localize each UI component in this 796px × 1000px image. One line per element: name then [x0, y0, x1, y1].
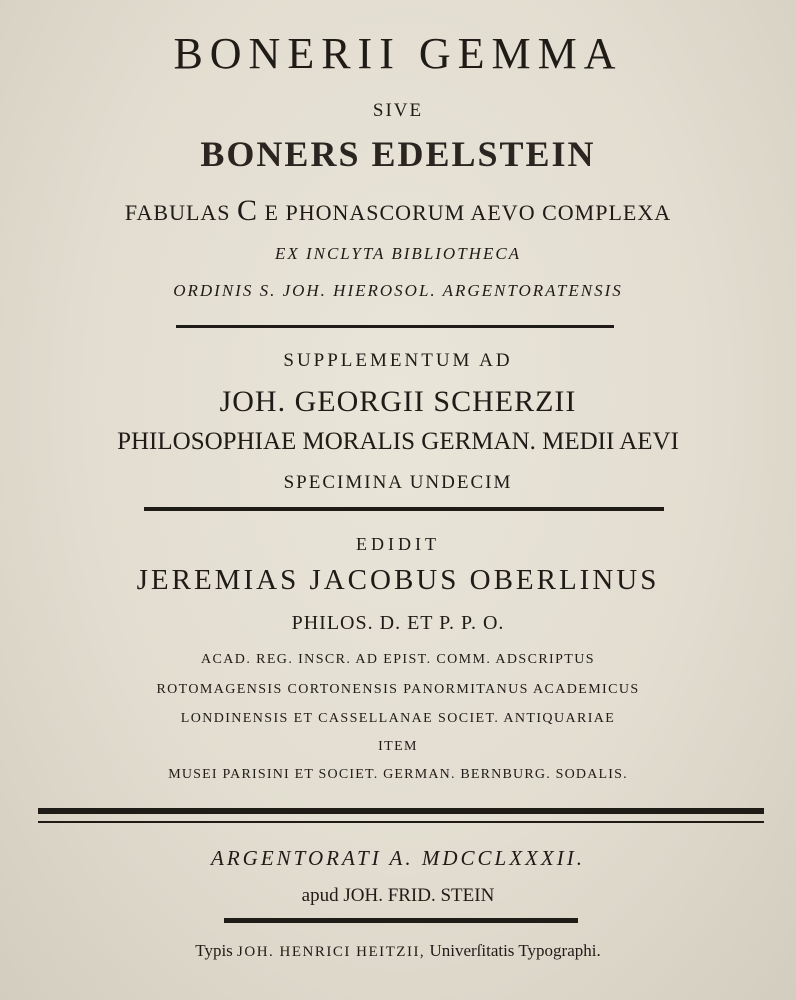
german-title: BONERS EDELSTEIN — [200, 134, 596, 174]
author-titles: PHILOS. D. ET P. P. O. — [291, 612, 505, 634]
fabulas-post: E PHONASCORUM AEVO COMPLEXA — [264, 200, 672, 225]
scherzii-line: JOH. GEORGII SCHERZII — [219, 385, 577, 418]
specimina-line: SPECIMINA UNDECIM — [283, 472, 513, 493]
printer-pre: Typis — [195, 941, 233, 960]
double-rule-thick — [38, 808, 764, 814]
affiliation-line: MUSEI PARISINI ET SOCIET. GERMAN. BERNBURG. SODALIS. — [168, 767, 628, 782]
place-year-line: ARGENTORATI A. MDCCLXXXII. — [211, 846, 585, 870]
publisher-line: apud JOH. FRID. STEIN — [301, 885, 495, 906]
ex-inclyta-line: EX INCLYTA BIBLIOTHECA — [274, 244, 522, 263]
affiliation-line: ITEM — [378, 739, 418, 754]
double-rule-thin — [38, 821, 764, 823]
printer-name: JOH. HENRICI HEITZII, — [237, 944, 426, 960]
fabulas-pre: FABULAS — [124, 200, 231, 225]
printer-post: Univerſitatis Typographi. — [429, 941, 601, 960]
fabulas-line — [0, 194, 796, 228]
supplementum-line: SUPPLEMENTUM AD — [283, 350, 513, 371]
divider-rule-1 — [176, 325, 614, 328]
author-name: JEREMIAS JACOBUS OBERLINUS — [136, 564, 660, 596]
sive-conjunction: SIVE — [372, 100, 424, 121]
ordinis-line: ORDINIS S. JOH. HIEROSOL. ARGENTORATENSIS — [173, 281, 623, 300]
printer-line — [0, 941, 796, 961]
affiliation-line: LONDINENSIS ET CASSELLANAE SOCIET. ANTIQUARIAE — [180, 711, 616, 726]
divider-rule-2 — [144, 507, 664, 511]
philosophiae-line: PHILOSOPHIAE MORALIS GERMAN. MEDII AEVI — [117, 428, 679, 455]
book-title: BONERII GEMMA — [173, 29, 623, 78]
fabulas-numeral: C — [237, 194, 259, 227]
divider-rule-4 — [224, 918, 578, 923]
edidit-line: EDIDIT — [356, 534, 440, 554]
affiliation-line: ROTOMAGENSIS CORTONENSIS PANORMITANUS ACADEMICUS — [156, 682, 640, 697]
affiliation-line: ACAD. REG. INSCR. AD EPIST. COMM. ADSCRIPTUS — [201, 652, 595, 667]
